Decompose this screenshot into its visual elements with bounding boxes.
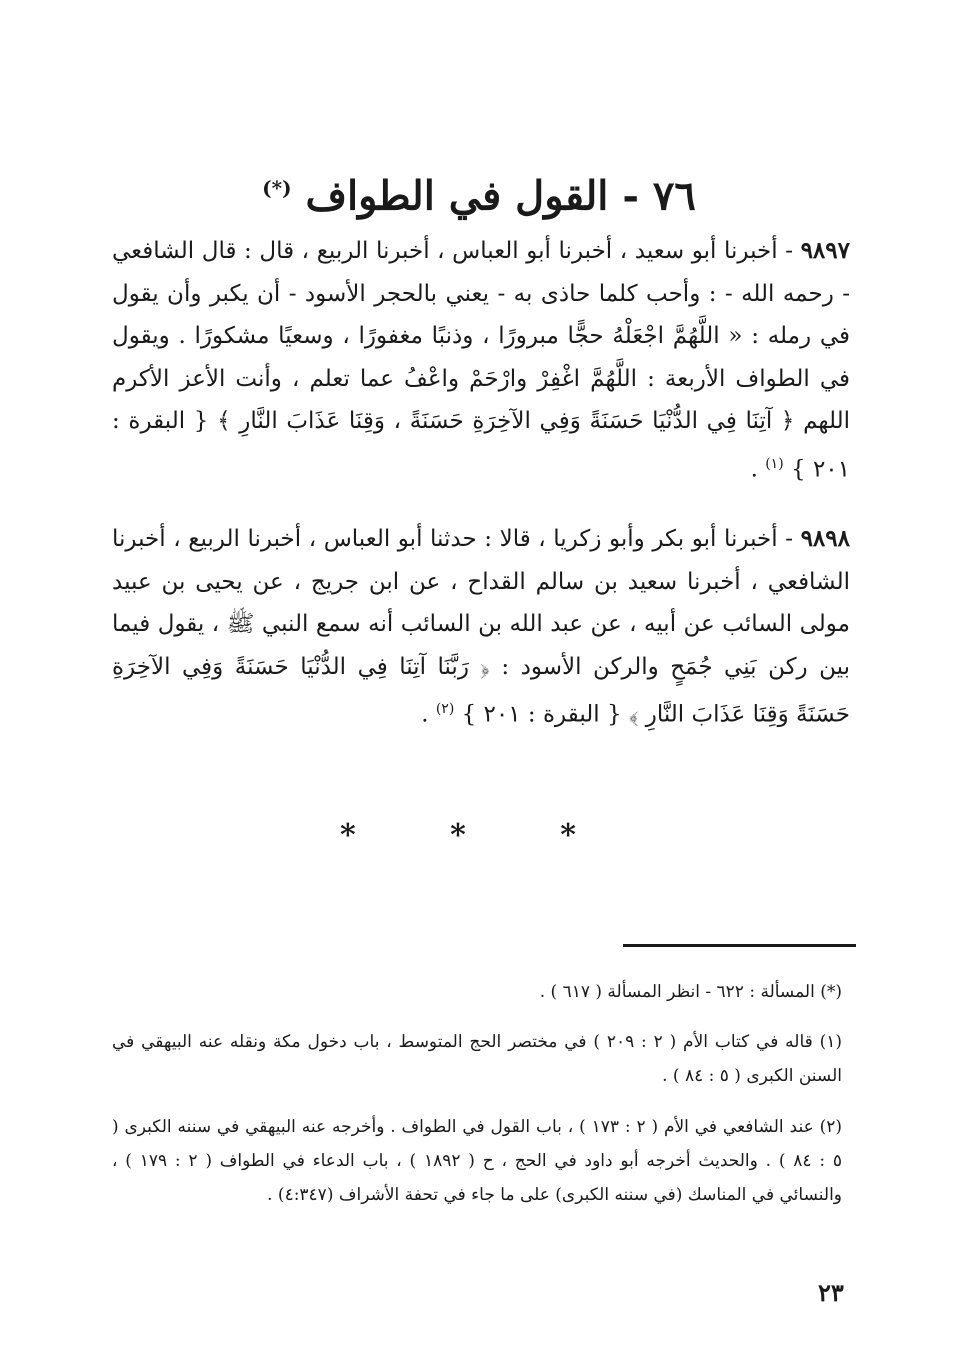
title-footnote-mark: (*) (262, 176, 292, 200)
footnote-reference: (٢) (435, 701, 455, 717)
paragraph-end: . (421, 701, 436, 728)
footnote: (*) المسألة : ٦٢٢ - انظر المسألة ( ٦١٧ ) . (539, 982, 842, 1002)
page-number: ٢٣ (818, 1278, 844, 1307)
section-title (0, 160, 958, 224)
section-title-text: ٧٦ - القول في الطواف (305, 172, 696, 220)
hadith-text: - أخبرنا أبو بكر وأبو زكريا ، قالا : حدثنا أبو العباس ، أخبرنا الربيع ، أخبرنا الشافعي ، أخبرنا سعيد بن سالم القداح ، عن ابن جريج ، عن يحيى بن عبيد مولى السائب عن أبيه ، عن عبد الله بن السائب أنه سمع النبي ﷺ ، يقول فيما بين ركن بَنِي جُمَحٍ والركن الأسود : ﴿ رَبَّنَا آتِنَا فِي الدُّنْيَا حَسَنَةً وَفِي الآخِرَةِ حَسَنَةً وَقِنَا عَذَابَ النَّارِ ﴾ { البقرة : ٢٠١ } (112, 526, 850, 728)
footnote: (١) قاله في كتاب الأم ( ٢ : ٢٠٩ ) في مختصر الحج المتوسط ، باب دخول مكة ونقله عنه البيهقي في السنن الكبرى ( ٥ : ٨٤ ) . (112, 1032, 843, 1086)
footnote: (٢) عند الشافعي في الأم ( ٢ : ١٧٣ ) ، باب القول في الطواف . وأخرجه عنه البيهقي في سننه الكبرى ( ٥ : ٨٤ ) . والحديث أخرجه أبو داود في الحج ، ح ( ١٨٩٢ ) ، باب الدعاء في الطواف ( ٢ : ١٧٩ ) ، والنسائي في المناسك (في سننه الكبرى) على ما جاء في تحفة الأشراف (٤:٣٤٧) . (112, 1117, 842, 1205)
footnote-divider (623, 944, 856, 947)
hadith-number: ٩٨٩٧ (800, 237, 850, 264)
hadith-paragraph (112, 518, 850, 736)
section-separator: * * * (340, 818, 618, 853)
hadith-number: ٩٨٩٨ (800, 525, 850, 552)
hadith-paragraph (112, 230, 850, 491)
footnote-reference: (١) (765, 455, 784, 472)
paragraph-end: . (750, 456, 766, 483)
hadith-text: - أخبرنا أبو سعيد ، أخبرنا أبو العباس ، أخبرنا الربيع ، قال : قال الشافعي - رحمه الله - : وأحب كلما حاذى به - يعني بالحجر الأسود - أن يكبر وأن يقول في رمله : « اللَّهُمَّ اجْعَلْهُ حجًّا مبرورًا ، وذنبًا مغفورًا ، وسعيًا مشكورًا . ويقول في الطواف الأربعة : اللَّهُمَّ اغْفِرْ وارْحَمْ واعْفُ عما تعلم ، وأنت الأعز الأكرم اللهم ﴿ آتِنَا فِي الدُّنْيَا حَسَنَةً وَفِي الآخِرَةِ حَسَنَةً ، وَقِنَا عَذَابَ النَّارِ ﴾ { البقرة : ٢٠١ } (112, 238, 850, 483)
